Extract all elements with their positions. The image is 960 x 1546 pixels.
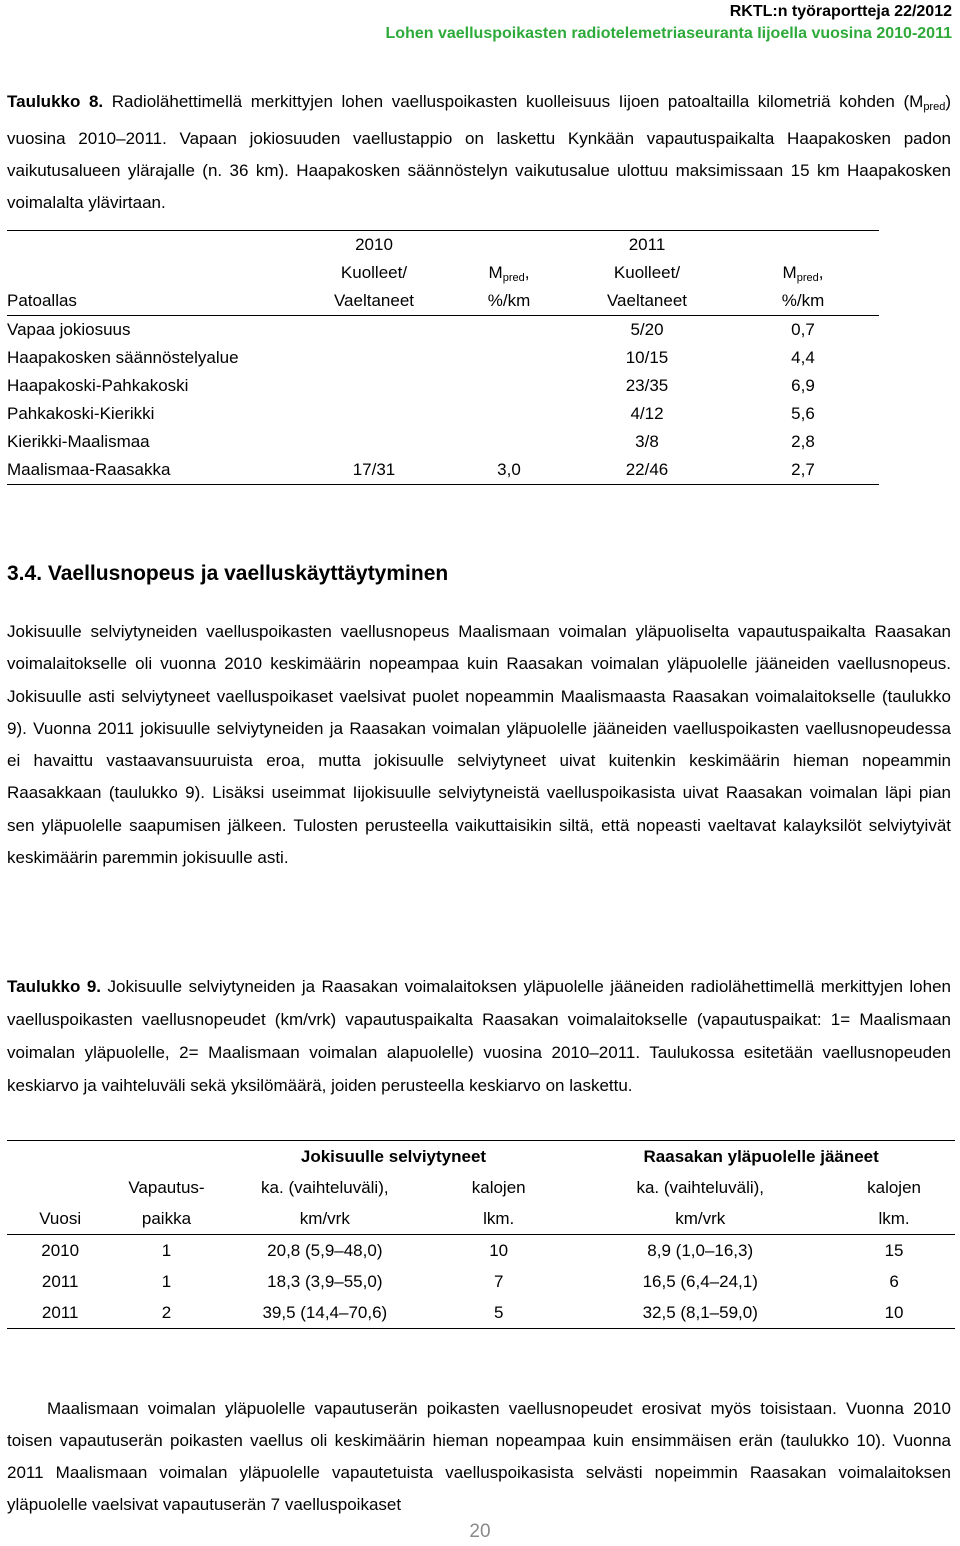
mpred-2011: 0,7: [791, 320, 815, 339]
dead-2011: 10/15: [625, 348, 669, 367]
mpred-2010: [451, 372, 567, 400]
table9-header-mean-2: km/vrk: [220, 1203, 430, 1235]
table8-caption: [7, 86, 951, 219]
table9-header-n-2b: lkm.: [833, 1203, 955, 1235]
table8-caption-text-b: ) vuosina 2010–2011. Vapaan jokiosuuden vaellustappio on laskettu Kynkään vapautuspaikalta Haapakosken padon vaikutusalueen ylärajalle (n. 36 km). Haapakosken säännöstelyn vaikutusalue ulottuu maksimissaan 15 km Haapakosken voimalalta ylävirtaan.: [7, 92, 952, 212]
dead-2010: [297, 344, 451, 372]
mean-remained: 16,5 (6,4–24,1): [642, 1271, 758, 1291]
mean-remained: 8,9 (1,0–16,3): [647, 1240, 754, 1260]
count-survived: 7: [493, 1271, 504, 1291]
table-row: [7, 344, 879, 372]
table8: [7, 230, 879, 485]
dead-2011: 4/12: [630, 404, 664, 423]
section-heading: 3.4. Vaellusnopeus ja vaelluskäyttäytyminen: [7, 562, 449, 585]
report-series: RKTL:n työraportteja 22/2012: [729, 3, 952, 20]
mpred-2010: [451, 344, 567, 372]
mean-survived: 20,8 (5,9–48,0): [267, 1240, 383, 1260]
count-remained: 6: [889, 1271, 899, 1291]
release-site: 2: [161, 1302, 172, 1322]
mpred-2010: 3,0: [497, 460, 521, 479]
dead-2010: [297, 372, 451, 400]
mpred-2011: 4,4: [791, 348, 815, 367]
basin-name: Kierikki-Maalismaa: [7, 432, 150, 451]
table9-caption-text: Jokisuulle selviytyneiden ja Raasakan voimalaitoksen yläpuolelle jääneiden radiolähettimellä merkittyjen lohen vaelluspoikasten vaellusnopeudet (km/vrk) vapautuspaikalta Raasakan voimalaitokselle (vapautuspaikat: 1= Maalismaan voimalan yläpuolelle, 2= Maalismaan voimalan alapuolelle) vuosina 2010–2011. Taulukossa esitetään vaellusnopeuden keskiarvo ja vaihteluväli sekä yksilömäärä, joiden perusteella keskiarvo on laskettu.: [7, 977, 951, 1095]
table9-header-n-1b: kalojen: [867, 1177, 921, 1197]
mpred-2010: [451, 316, 567, 345]
basin-name: Maalismaa-Raasakka: [7, 460, 171, 479]
mpred-2011: 6,9: [791, 376, 815, 395]
page-number: 20: [469, 1521, 491, 1542]
table9-group-remained: Raasakan yläpuolelle jääneet: [643, 1146, 879, 1166]
table9: [7, 1140, 955, 1329]
table8-header-m-2010: $M_{pred}$,: [488, 262, 530, 284]
dead-2011: 23/35: [625, 376, 669, 395]
mpred-2011: 2,8: [791, 432, 815, 451]
table8-header-m-2011: $M_{pred}$,: [782, 262, 824, 284]
release-site: 1: [161, 1240, 172, 1260]
dead-2010: [297, 316, 451, 345]
dead-2010: [297, 400, 451, 428]
table8-header-basin: Patoallas: [7, 287, 297, 316]
table8-header-dead-2011: Kuolleet/: [613, 263, 681, 282]
table-row: [7, 316, 879, 345]
dead-2010: [297, 428, 451, 456]
table-row: [7, 456, 879, 485]
table9-header-mean-1: ka. (vaihteluväli),: [261, 1177, 389, 1197]
table8-caption-label: Taulukko 8.: [7, 92, 104, 111]
table9-header-mean-2b: km/vrk: [567, 1203, 833, 1235]
mean-survived: 39,5 (14,4–70,6): [262, 1302, 388, 1322]
basin-name: Haapakoski-Pahkakoski: [7, 376, 189, 395]
year: 2011: [41, 1271, 79, 1291]
mpred-2011: 2,7: [791, 460, 815, 479]
table-row: [7, 1297, 955, 1329]
table9-caption: [7, 970, 951, 1102]
table8-header-migr-2011: Vaeltaneet: [567, 287, 727, 316]
table-row: [7, 1266, 955, 1297]
table8-header-migr-2010: Vaeltaneet: [297, 287, 451, 316]
table8-caption-text-a: Radiolähettimellä merkittyjen lohen vaelluspoikasten kuolleisuus Iijoen patoaltailla kilometriä kohden (M: [103, 92, 924, 111]
mean-remained: 32,5 (8,1–59,0): [642, 1302, 758, 1322]
table9-header-site-2: paikka: [113, 1203, 219, 1235]
table-row: [7, 428, 879, 456]
release-site: 1: [161, 1271, 172, 1291]
mpred-2010: [451, 428, 567, 456]
count-remained: 10: [884, 1302, 904, 1322]
table9-header-year: Vuosi: [7, 1203, 113, 1235]
table9-header-n-2: lkm.: [430, 1203, 567, 1235]
table-row: [7, 1235, 955, 1267]
dead-2011: 3/8: [635, 432, 659, 451]
dead-2011: 5/20: [630, 320, 664, 339]
dead-2010: 17/31: [352, 460, 396, 479]
table8-caption-sub: pred: [923, 101, 946, 113]
table8-header-perkm-2011: %/km: [727, 287, 879, 316]
table8-header-dead-2010: Kuolleet/: [340, 263, 408, 282]
count-survived: 5: [493, 1302, 504, 1322]
table9-group-survived: Jokisuulle selviytyneet: [300, 1146, 487, 1166]
table-row: [7, 372, 879, 400]
dead-2011: 22/46: [625, 460, 669, 479]
report-title: Lohen vaelluspoikasten radiotelemetriaseuranta Iijoella vuosina 2010-2011: [385, 25, 952, 42]
closing-body: Maalismaan voimalan yläpuolelle vapautuserän poikasten vaellusnopeudet erosivat myös toisistaan. Vuonna 2010 toisen vapautuserän poikasten vaellus oli keskimäärin hieman nopeampaa kuin ensimmäisen erän (taulukko 10). Vuonna 2011 Maalismaan voimalan yläpuolelle vapautetuista vaelluspoikasista selvästi nopeimmin Raasakan voimalaitoksen yläpuolelle vaelsivat vapautuserän 7 vaelluspoikaset: [7, 1399, 951, 1514]
table9-header-mean-1b: ka. (vaihteluväli),: [636, 1177, 765, 1197]
section-body: Jokisuulle selviytyneiden vaelluspoikasten vaellusnopeus Maalismaan voimalan yläpuoliselta vapautuspaikalta Raasakan voimalaitokselle oli vuonna 2010 keskimäärin nopeampaa kuin Raasakan voimalan yläpuolelle jääneiden vaellusnopeus. Jokisuulle asti selviytyneet vaelluspoikaset vaelsivat puolet nopeammin Maalismaasta Raasakan voimalaitokselle (taulukko 9). Vuonna 2011 jokisuulle selviytyneiden ja Raasakan voimalan yläpuolelle jääneiden vaelluspoikasten vaellusnopeudessa ei havaittu vastaavansuuruista eroa, mutta jokisuulle selviytyneet uivat kuitenkin keskimäärin hieman nopeammin Raasakkaan (taulukko 9). Lisäksi useimmat Iijokisuulle selviytyneistä vaelluspoikasista uivat Raasakan voimalan läpi pian sen yläpuolelle saapumisen jälkeen. Tulosten perusteella vaikuttaisikin siltä, että nopeasti vaeltavat kalayksilöt selviytyivät keskimäärin paremmin jokisuulle asti.: [7, 622, 951, 868]
table9-header-n-1: kalojen: [471, 1177, 526, 1197]
table8-header-perkm-2010: %/km: [451, 287, 567, 316]
mpred-2011: 5,6: [791, 404, 815, 423]
mpred-2010: [451, 400, 567, 428]
table-row: [7, 400, 879, 428]
table9-header-site-1: Vapautus-: [128, 1177, 205, 1197]
basin-name: Haapakosken säännöstelyalue: [7, 348, 239, 367]
basin-name: Vapaa jokiosuus: [7, 320, 131, 339]
mean-survived: 18,3 (3,9–55,0): [267, 1271, 383, 1291]
year: 2010: [41, 1240, 80, 1260]
year: 2011: [41, 1302, 79, 1322]
table9-caption-label: Taulukko 9.: [7, 977, 102, 996]
table8-year-2011: 2011: [628, 235, 666, 254]
basin-name: Pahkakoski-Kierikki: [7, 404, 155, 423]
count-survived: 10: [489, 1240, 509, 1260]
count-remained: 15: [884, 1240, 904, 1260]
table8-year-2010: 2010: [355, 235, 393, 254]
